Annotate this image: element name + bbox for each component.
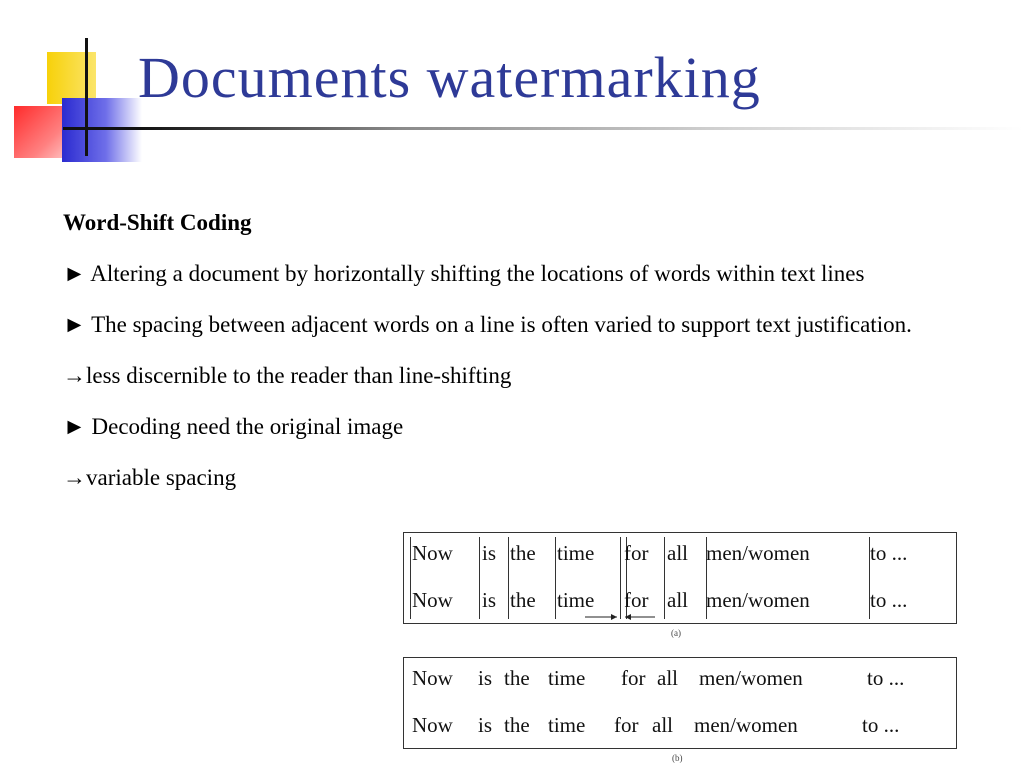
word: for (624, 588, 649, 612)
word: all (667, 588, 688, 612)
figure-a-caption: (a) (671, 628, 681, 638)
word: Now (412, 588, 453, 612)
figure-b-caption: (b) (672, 753, 683, 763)
word: all (652, 713, 673, 737)
word: the (504, 713, 530, 737)
bullet-3: →less discernible to the reader than line-shifting (63, 363, 512, 388)
word: all (667, 541, 688, 565)
figure-b-line-2 (412, 713, 899, 738)
bullet-5: →variable spacing (63, 465, 237, 490)
logo-yellow-square (47, 52, 96, 104)
figure-b-line-1 (412, 666, 904, 691)
section-heading: Word-Shift Coding (63, 210, 252, 235)
bullet-4: ► Decoding need the original image (63, 414, 404, 439)
word: Now (412, 666, 453, 690)
slide-logo (0, 0, 150, 170)
bullet-2: ► The spacing between adjacent words on a line is often varied to support text justification. (63, 312, 912, 337)
figure-a-line-1 (412, 541, 907, 566)
word: the (510, 588, 536, 612)
word: time (557, 588, 595, 612)
word: to ... (867, 666, 905, 690)
word: the (510, 541, 536, 565)
word: time (548, 666, 586, 690)
word: Now (412, 713, 453, 737)
figure-b-box (403, 657, 957, 749)
word: is (482, 541, 497, 565)
figure-a-box (403, 532, 957, 624)
word: time (557, 541, 595, 565)
word: men/women (699, 666, 803, 690)
word: the (504, 666, 530, 690)
figure-a-line-2 (412, 588, 907, 613)
word: Now (412, 541, 453, 565)
word: men/women (706, 588, 810, 612)
word: men/women (706, 541, 810, 565)
word: for (621, 666, 646, 690)
word: to ... (862, 713, 900, 737)
word: all (657, 666, 678, 690)
word: is (478, 666, 493, 690)
word: to ... (870, 541, 908, 565)
shift-arrows-icon (585, 612, 655, 622)
logo-blue-square (62, 98, 142, 162)
word: time (548, 713, 586, 737)
slide-title: Documents watermarking (138, 45, 761, 110)
title-underline (63, 127, 1023, 130)
bullet-1: ► Altering a document by horizontally shifting the locations of words within text lines (63, 261, 865, 286)
word: is (478, 713, 493, 737)
slide-body (63, 206, 973, 512)
word: men/women (694, 713, 798, 737)
word: to ... (870, 588, 908, 612)
word: for (614, 713, 639, 737)
word: is (482, 588, 497, 612)
logo-vertical-line (85, 38, 88, 156)
word-separator (410, 537, 411, 619)
word: for (624, 541, 649, 565)
